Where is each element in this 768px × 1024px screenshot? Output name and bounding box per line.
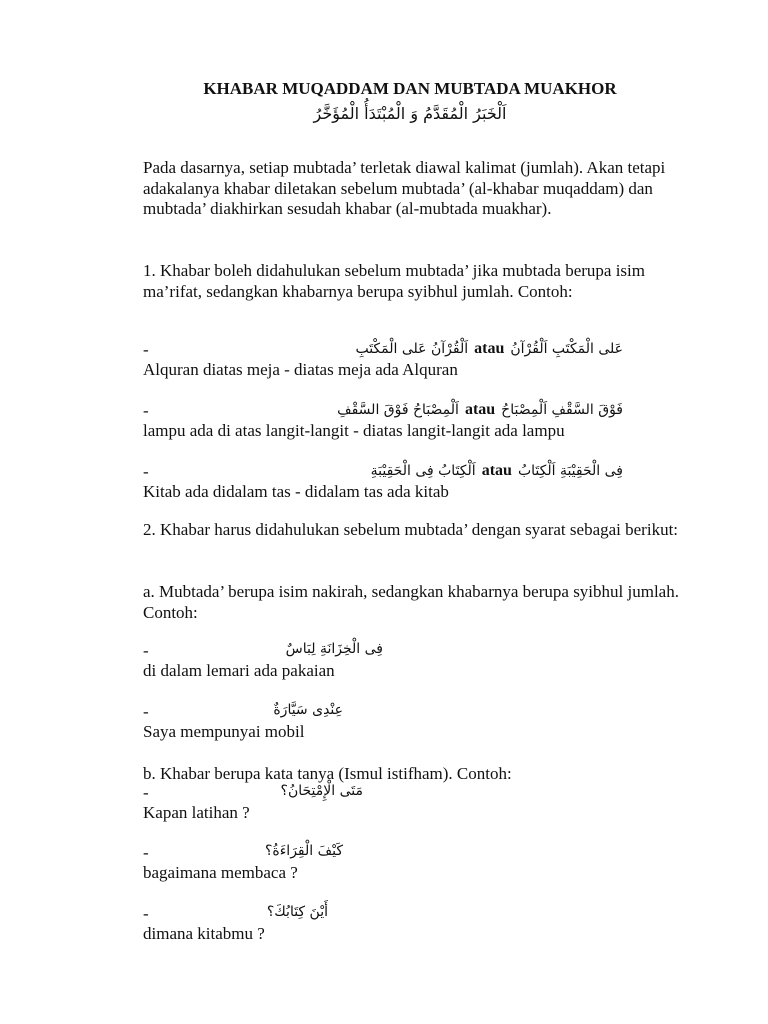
- arabic-phrase-b: عَلى الْمَكْتَبِ اَلْقُرْآنُ: [510, 341, 623, 357]
- translation: lampu ada di atas langit-langit - diatas langit-langit ada lampu: [143, 421, 565, 440]
- translation: Kitab ada didalam tas - didalam tas ada kitab: [143, 482, 449, 501]
- atau-label: atau: [464, 401, 496, 418]
- example-dash: -: [143, 702, 149, 721]
- rule1-example-1: [143, 340, 623, 362]
- arabic-phrase-a: اَلْمِصْبَاحُ فَوْقَ السَّقْفِ: [337, 402, 459, 418]
- intro-paragraph: Pada dasarnya, setiap mubtada’ terletak diawal kalimat (jumlah). Akan tetapi adakalanya khabar diletakan sebelum mubtada’ (al-khabar muqaddam) dan mubtada’ diakhirkan sesudah khabar (al-mubtada muakhar).: [143, 158, 666, 218]
- page-title: KHABAR MUQADDAM DAN MUBTADA MUAKHOR: [203, 79, 617, 98]
- example-dash: -: [143, 401, 149, 420]
- arabic-phrase-a: اَلْكِتَابُ فِى الْحَقِيْبَةِ: [370, 463, 476, 479]
- arabic-phrase-b: فِى الْحَقِيْبَةِ اَلْكِتَابُ: [517, 463, 623, 479]
- rule2a-example-1: [143, 641, 383, 663]
- example-dash: -: [143, 783, 149, 802]
- translation: bagaimana membaca ?: [143, 863, 298, 882]
- example-dash: -: [143, 340, 149, 359]
- atau-label: atau: [481, 462, 512, 479]
- rule1-example-2: [143, 401, 623, 423]
- rule-1: 1. Khabar boleh didahulukan sebelum mubtada’ jika mubtada berupa isim ma’rifat, sedangkan khabarnya berupa syibhul jumlah. Contoh:: [143, 261, 645, 301]
- atau-label: atau: [474, 340, 505, 357]
- translation: dimana kitabmu ?: [143, 924, 265, 943]
- rule2b-example-1: [143, 783, 363, 805]
- translation: Alquran diatas meja - diatas meja ada Alquran: [143, 360, 458, 379]
- translation: Kapan latihan ?: [143, 803, 250, 822]
- arabic-phrase: فِى الْخِزَانَةِ لِبَاسٌ: [285, 641, 383, 657]
- arabic-phrase-b: فَوْقَ السَّقْفِ اَلْمِصْبَاحُ: [501, 402, 623, 418]
- rule-2b: b. Khabar berupa kata tanya (Ismul istifham). Contoh:: [143, 764, 512, 783]
- example-dash: -: [143, 462, 149, 481]
- rule2a-example-2: [143, 702, 343, 724]
- translation: Saya mempunyai mobil: [143, 722, 305, 741]
- rule-2a: a. Mubtada’ berupa isim nakirah, sedangkan khabarnya berupa syibhul jumlah. Contoh:: [143, 582, 679, 622]
- example-dash: -: [143, 641, 149, 660]
- translation: di dalam lemari ada pakaian: [143, 661, 335, 680]
- rule1-example-3: [143, 462, 623, 484]
- arabic-phrase: عِنْدِى سَيَّارَةٌ: [273, 702, 343, 718]
- arabic-phrase: أَيْنَ كِتَابُكَ؟: [266, 904, 328, 920]
- example-dash: -: [143, 843, 149, 862]
- rule2b-example-2: [143, 843, 343, 865]
- arabic-phrase-a: اَلْقُرْآنُ عَلى الْمَكْتَبِ: [355, 341, 469, 357]
- arabic-phrase: مَتَى الْإِمْتِحَانُ؟: [280, 783, 363, 799]
- rule-2: 2. Khabar harus didahulukan sebelum mubtada’ dengan syarat sebagai berikut:: [143, 520, 679, 539]
- arabic-phrase: كَيْفَ الْقِرَاءَةُ؟: [264, 843, 343, 859]
- arabic-title: اَلْخَبَرُ الْمُقَدَّمُ وَ الْمُبْتَدَأُ الْمُؤَخَّرُ: [313, 104, 507, 123]
- example-dash: -: [143, 904, 149, 923]
- rule2b-example-3: [143, 904, 328, 926]
